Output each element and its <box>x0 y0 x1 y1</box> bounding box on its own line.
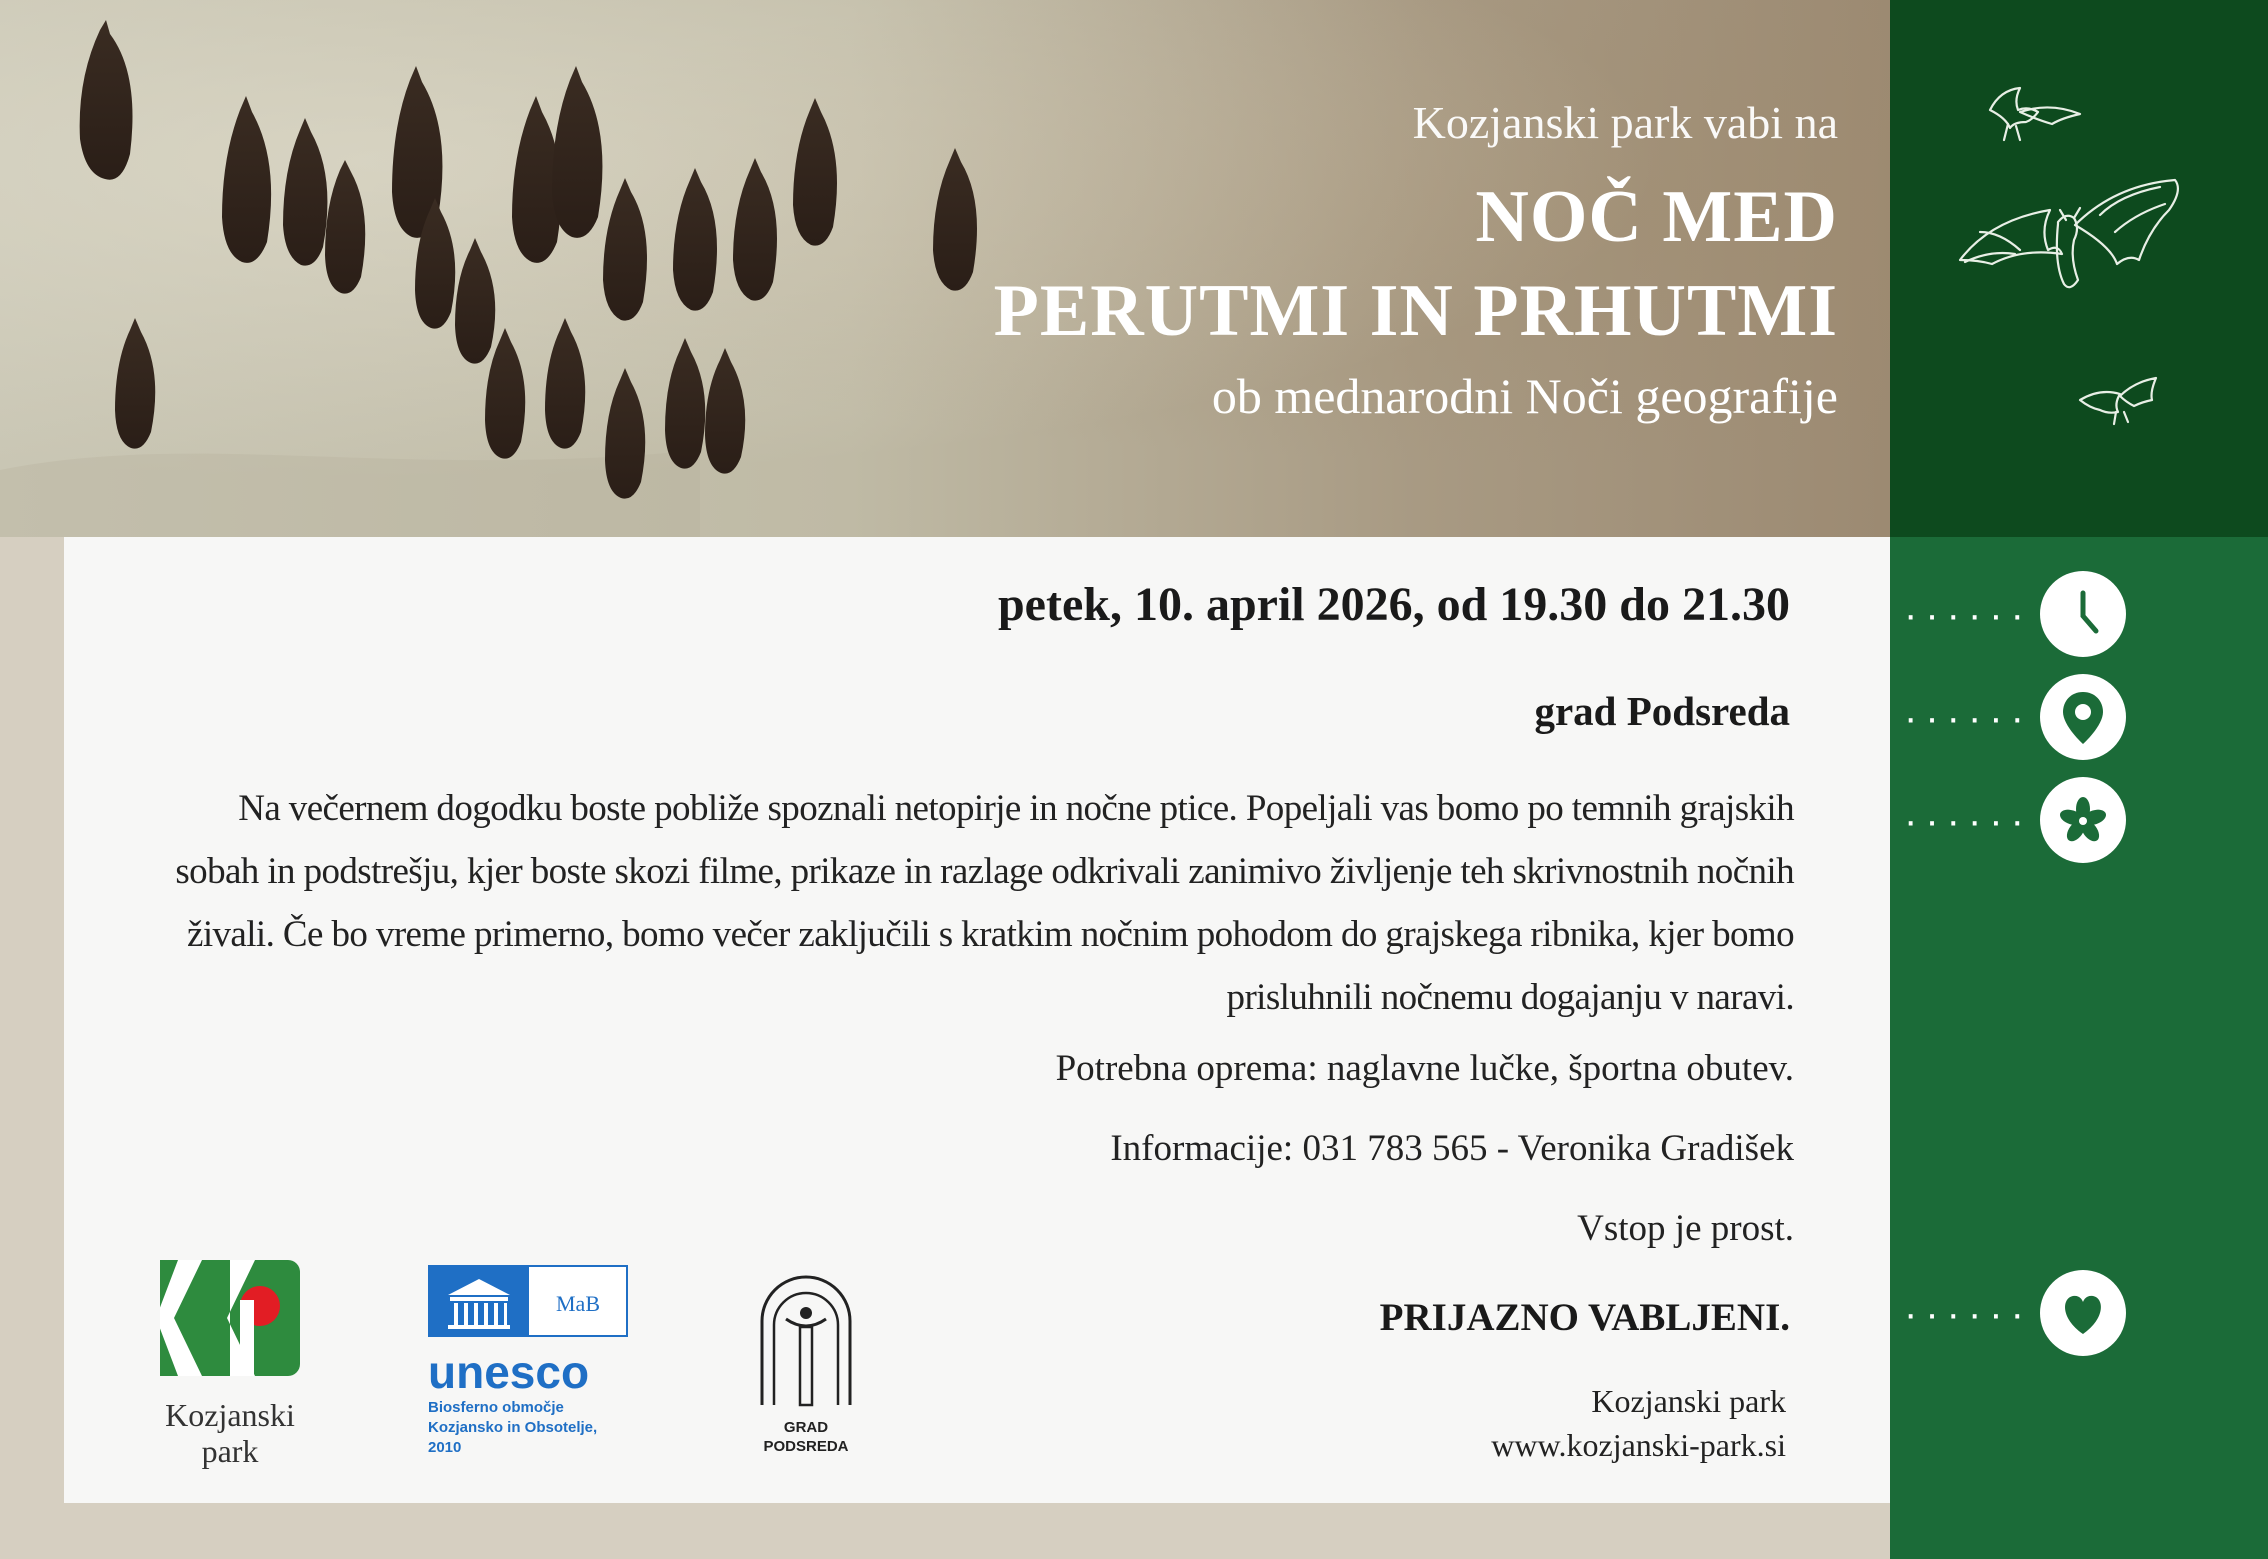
clock-icon <box>2040 571 2126 657</box>
dotted-leader: ······ <box>1904 593 2032 637</box>
contact-info: Informacije: 031 783 565 - Veronika Gradišek <box>1110 1128 1794 1169</box>
kp-caption-line2: park <box>201 1433 259 1469</box>
kp-caption-line1: Kozjanski <box>165 1397 295 1433</box>
dotted-leader: ······ <box>1904 799 2032 843</box>
location-pin-icon <box>2040 674 2126 760</box>
grad-podsreda-logo <box>754 1269 894 1456</box>
dotted-leader: ······ <box>1904 1292 2032 1336</box>
castle-arch-icon <box>754 1269 858 1409</box>
event-location: grad Podsreda <box>1534 688 1790 734</box>
header-banner <box>0 0 1890 537</box>
flower-icon <box>2040 777 2126 863</box>
kp-logo-mark-icon <box>160 1260 300 1380</box>
bat-small-icon <box>1990 88 2080 140</box>
bat-illustration <box>1890 0 2268 537</box>
invite-line: Kozjanski park vabi na <box>1412 97 1838 148</box>
event-title <box>994 170 1838 358</box>
greeting: PRIJAZNO VABLJENI. <box>1379 1296 1790 1339</box>
organizer-website[interactable]: www.kozjanski-park.si <box>1491 1427 1786 1463</box>
location-pin-icon-badge <box>2040 674 2126 760</box>
heart-icon <box>2040 1270 2126 1356</box>
unesco-word: unesco <box>428 1346 590 1398</box>
unesco-caption-line2: Kozjansko in Obsotelje, <box>428 1419 598 1436</box>
bat-large-icon <box>1960 180 2178 287</box>
unesco-caption-line1: Biosferno območje <box>428 1399 564 1416</box>
dotted-leader: ······ <box>1904 696 2032 740</box>
organizer-name: Kozjanski park <box>1591 1383 1786 1419</box>
event-description: Na večernem dogodku boste pobliže spoznali netopirje in nočne ptice. Popeljali vas bomo po temnih grajskih sobah in podstrešju, kjer boste skozi filme, prikaze in razlage odkrivali zanimivo življenje teh skrivnostnih nočnih živali. Če bo vreme primerno, bomo večer zaključili s kratkim nočnim pohodom do grajskega ribnika, kjer bomo prisluhnili nočnemu dogajanju v naravi. <box>175 788 1794 1018</box>
grad-caption-line1: GRAD <box>783 1419 829 1436</box>
mab-label: MaB <box>556 1291 600 1316</box>
entry-note: Vstop je prost. <box>1577 1208 1794 1249</box>
content-panel <box>64 537 1890 1503</box>
clock-icon-badge <box>2040 571 2126 657</box>
side-illustration-panel <box>1890 0 2268 537</box>
bat-small-icon <box>2080 378 2156 424</box>
event-subtitle: ob mednarodni Noči geografije <box>1211 368 1838 424</box>
event-datetime: petek, 10. april 2026, od 19.30 do 21.30 <box>997 578 1790 631</box>
unesco-logo <box>428 1265 678 1458</box>
banner-text <box>994 96 1838 426</box>
heart-icon-badge <box>2040 1270 2126 1356</box>
unesco-emblem-icon <box>428 1265 628 1337</box>
organizer-block <box>1491 1379 1786 1467</box>
equipment-note: Potrebna oprema: naglavne lučke, športna obutev. <box>1055 1048 1794 1089</box>
grad-caption-line2: PODSREDA <box>763 1438 849 1455</box>
event-title-line1: NOČ MED <box>1475 176 1838 258</box>
flower-icon-badge <box>2040 777 2126 863</box>
unesco-caption-line3: 2010 <box>428 1439 462 1456</box>
event-title-line2: PERUTMI IN PRHUTMI <box>993 270 1838 352</box>
kozjanski-park-logo <box>160 1260 320 1469</box>
